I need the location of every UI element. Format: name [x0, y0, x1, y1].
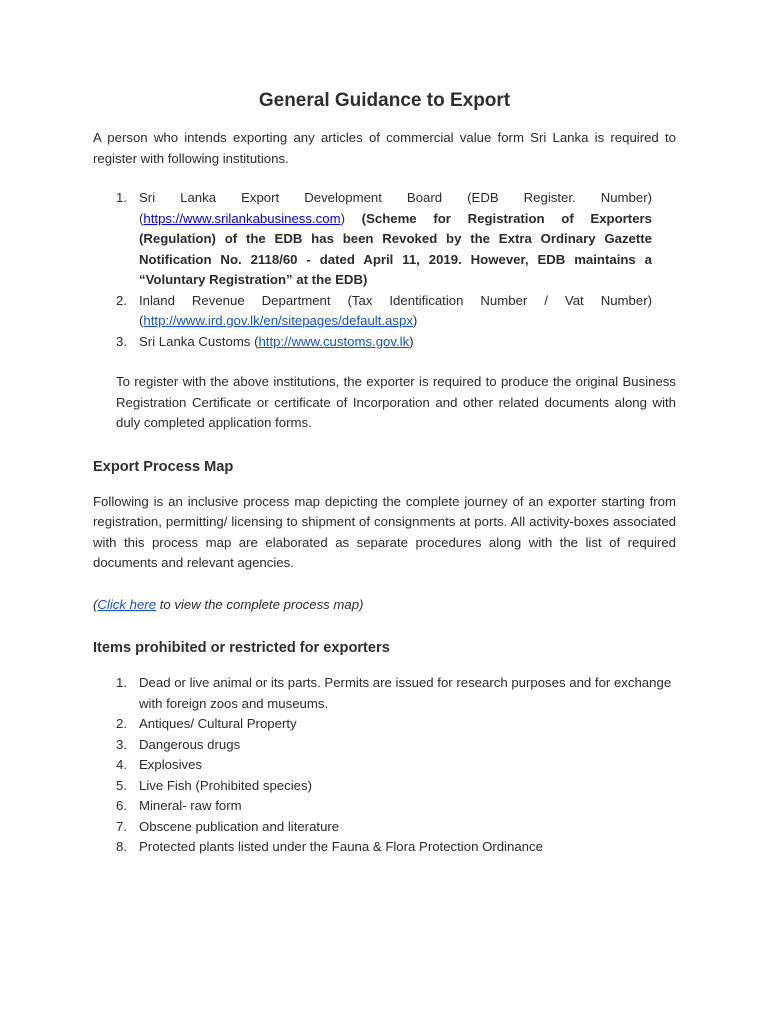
list-item — [93, 735, 676, 756]
list-number: 2. — [116, 716, 127, 731]
page-title: General Guidance to Export — [258, 90, 511, 111]
institution-text-end: ) — [412, 313, 418, 328]
list-item — [93, 837, 676, 858]
list-number: 3. — [116, 736, 127, 752]
register-note-paragraph: To register with the above institutions, the exporter is required to produce the original Business Registration Certificate or certificate of Incorporation and other related documents along with duly completed application forms. — [116, 374, 676, 430]
list-item — [93, 714, 676, 735]
list-item — [93, 817, 676, 838]
list-number: 4. — [116, 757, 127, 772]
list-item — [93, 673, 676, 714]
list-item-text: Explosives — [139, 757, 203, 772]
prohibited-list — [93, 673, 676, 858]
edb-link[interactable]: https://www.srilankabusiness.com — [143, 210, 341, 226]
prohibited-heading: Items prohibited or restricted for exporters — [93, 640, 390, 656]
institution-text: Inland Revenue Department (Tax Identification Number / Vat Number) ( — [139, 292, 652, 328]
link-rest-text: to view the complete process map) — [156, 596, 364, 612]
list-item — [93, 755, 676, 776]
institution-text: Sri Lanka Export Development Board (EDB Register. Number) ( — [139, 190, 652, 226]
list-number: 7. — [116, 818, 127, 834]
click-here-link[interactable]: Click here — [97, 596, 157, 612]
list-item-text: Obscene publication and literature — [139, 818, 340, 834]
list-item-text: Antiques/ Cultural Property — [139, 716, 297, 731]
list-item — [93, 291, 676, 332]
paren-open: ( — [93, 596, 98, 612]
institution-text-end: ) — [409, 333, 414, 349]
list-number: 5. — [116, 777, 127, 793]
list-number: 1. — [116, 675, 127, 690]
list-number: 2. — [116, 292, 127, 308]
customs-link[interactable]: http://www.customs.gov.lk — [258, 333, 410, 349]
list-number: 6. — [116, 798, 127, 813]
list-item-text: Protected plants listed under the Fauna & Flora Protection Ordinance — [139, 839, 543, 854]
list-item — [93, 188, 676, 291]
list-item-text: Mineral- raw form — [139, 798, 242, 813]
list-item-text: Live Fish (Prohibited species) — [139, 777, 312, 793]
list-item — [93, 776, 676, 797]
process-map-heading: Export Process Map — [93, 458, 234, 475]
institution-text: Sri Lanka Customs ( — [139, 333, 259, 349]
institutions-list — [93, 188, 676, 352]
list-item-text: Dangerous drugs — [139, 736, 241, 752]
list-item — [93, 796, 676, 817]
document-content — [93, 88, 676, 858]
list-number: 1. — [116, 190, 127, 205]
list-item — [93, 332, 676, 353]
process-map-link-line — [93, 595, 676, 616]
intro-paragraph: A person who intends exporting any articles of commercial value form Sri Lanka is required to register with following institutions. — [93, 130, 676, 166]
institution-text-end: ) — [340, 210, 345, 226]
process-map-paragraph: Following is an inclusive process map depicting the complete journey of an exporter starting from registration, permitting/ licensing to shipment of consignments at ports. All activity-boxes associated with this process map are elaborated as separate procedures along with the list of required documents and relevant agencies. — [93, 493, 676, 570]
list-item-text: Dead or live animal or its parts. Permits are issued for research purposes and for exchange with foreign zoos and museums. — [139, 675, 672, 711]
list-number: 3. — [116, 333, 127, 349]
list-number: 8. — [116, 839, 127, 854]
edb-bold-note: (Scheme for Registration of Exporters (Regulation) of the EDB has been Revoked by the Extra Ordinary Gazette Notification No. 2118/60 - dated April 11, 2019. However, EDB maintains a “Voluntary Registration” at the EDB) — [139, 210, 652, 287]
ird-link[interactable]: http://www.ird.gov.lk/en/sitepages/default.aspx — [143, 313, 413, 328]
